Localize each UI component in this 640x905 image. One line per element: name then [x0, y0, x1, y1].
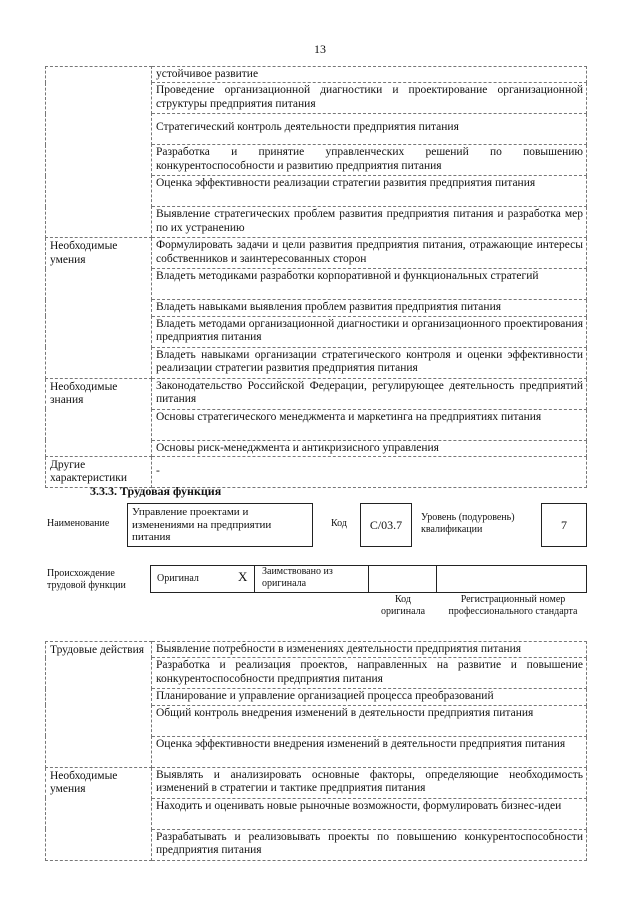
- level-box: [541, 503, 587, 547]
- section-title: 3.3.3. Трудовая функция: [90, 484, 222, 498]
- borrowed-label: Заимствовано из оригинала: [262, 566, 333, 589]
- table-cell: Формулировать задачи и цели развития предприятия питания, отражающие интересы собственников и заинтересованных сторон: [152, 238, 587, 269]
- reg-number-caption: Регистрационный номер профессионального стандарта: [448, 594, 578, 617]
- code-label: Код: [331, 518, 347, 529]
- row-label: Трудовые действия: [46, 642, 152, 768]
- table-cell: Находить и оценивать новые рыночные возможности, формулировать бизнес-идеи: [152, 798, 587, 829]
- table-cell: Основы риск-менеджмента и антикризисного управления: [152, 440, 587, 456]
- table-cell: Общий контроль внедрения изменений в деятельности предприятия питания: [152, 705, 587, 736]
- original-label: Оригинал: [157, 573, 199, 584]
- competency-table-2: [45, 641, 587, 861]
- name-label: Наименование: [47, 518, 110, 529]
- function-name-box: [127, 503, 313, 547]
- table-cell: Владеть навыками выявления проблем развития предприятия питания: [152, 300, 587, 316]
- original-code-box: [369, 565, 437, 593]
- level-value: 7: [561, 518, 567, 532]
- table-cell: Разработка и реализация проектов, направленных на развитие и повышение конкурентоспособности предприятия питания: [152, 658, 587, 689]
- table-cell: устойчивое развитие: [152, 67, 587, 83]
- row-label: Необходимые знания: [46, 378, 152, 456]
- row-label: Другие характеристики: [46, 456, 152, 487]
- table-cell: Законодательство Российской Федерации, регулирующее деятельность предприятий питания: [152, 378, 587, 409]
- table-cell: Проведение организационной диагностики и проектирование организационной структуры предприятия питания: [152, 83, 587, 114]
- table-cell: Оценка эффективности реализации стратегии развития предприятия питания: [152, 176, 587, 207]
- table-cell: Выявлять и анализировать основные факторы, определяющие необходимость изменений в стратегии и тактике предприятия питания: [152, 767, 587, 798]
- page-number: 13: [314, 42, 326, 56]
- table-cell: Разработка и принятие управленческих решений по повышению конкурентоспособности и развитию предприятия питания: [152, 145, 587, 176]
- table-cell: Планирование и управление организацией процесса преобразований: [152, 689, 587, 705]
- table-cell: Владеть методами организационной диагностики и организационного проектирования предприятия питания: [152, 316, 587, 347]
- origin-label: Происхождение трудовой функции: [47, 568, 126, 591]
- table-cell: Владеть навыками организации стратегического контроля и оценки эффективности реализации стратегии развития предприятия питания: [152, 347, 587, 378]
- function-name: Управление проектами и изменениями на предприятии питания: [132, 506, 272, 543]
- table-cell: -: [152, 456, 587, 487]
- original-mark: X: [238, 569, 248, 584]
- competency-table-1: [45, 66, 587, 488]
- code-box: [360, 503, 412, 547]
- table-cell: Выявление потребности в изменениях деятельности предприятия питания: [152, 642, 587, 658]
- reg-number-box: [437, 565, 587, 593]
- code-value: С/03.7: [369, 518, 403, 532]
- table-cell: Оценка эффективности внедрения изменений в деятельности предприятия питания: [152, 736, 587, 767]
- row-label: Необходимые умения: [46, 238, 152, 378]
- table-cell: Выявление стратегических проблем развития предприятия питания и разработка мер по их устранению: [152, 207, 587, 238]
- original-code-caption: Код оригинала: [380, 594, 426, 617]
- row-label: Необходимые умения: [46, 767, 152, 860]
- level-label: Уровень (подуровень) квалификации: [421, 512, 515, 535]
- table-cell: Стратегический контроль деятельности предприятия питания: [152, 114, 587, 145]
- table-cell: Основы стратегического менеджмента и маркетинга на предприятиях питания: [152, 409, 587, 440]
- row-label: [46, 67, 152, 238]
- table-cell: Разрабатывать и реализовывать проекты по повышению конкурентоспособности предприятия питания: [152, 829, 587, 860]
- table-cell: Владеть методиками разработки корпоративной и функциональных стратегий: [152, 269, 587, 300]
